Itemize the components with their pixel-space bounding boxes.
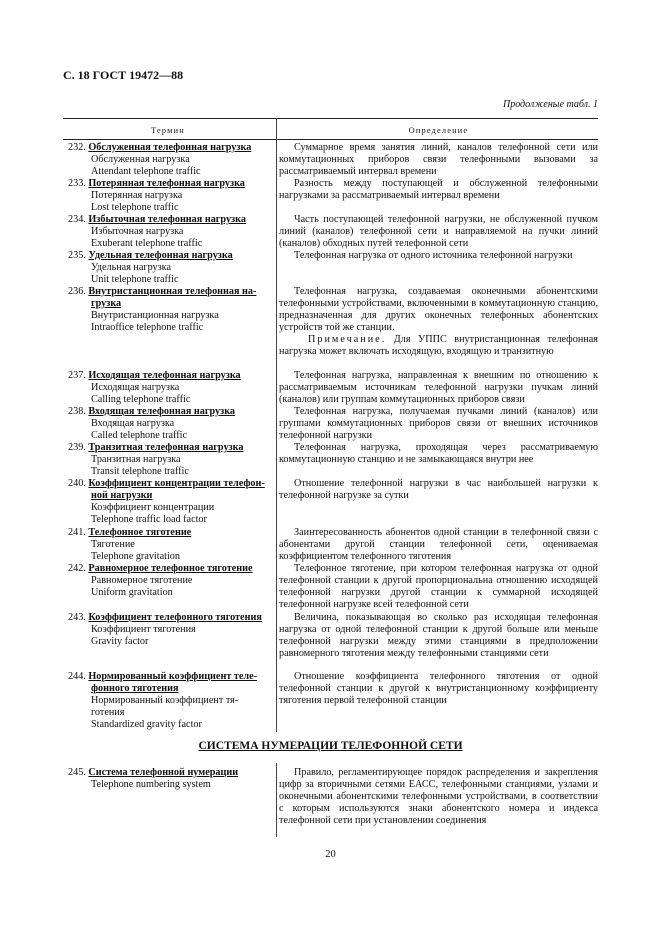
term-entry-235: 235. Удельная телефонная нагрузка Удельная нагрузка Unit telephone traffic	[68, 250, 268, 286]
term-synonym: Нормированный коэффициент тя-	[91, 694, 239, 706]
column-header-definition: Определение	[408, 126, 469, 135]
term-synonym: Входящая нагрузка	[91, 417, 175, 429]
term-name: Транзитная телефонная нагрузка	[88, 442, 244, 453]
term-english: Uniform gravitation	[91, 586, 173, 598]
definition-245: Правило, регламентирующее порядок распределения и закрепления цифр за вторичными сетями ЕАСС, телефонными станциями, узлами и оконечными абонентскими телефонными устройствами, в соответствии с которым используются знаки абонентского номера и индекса телефонной сети при установлении соединения	[279, 767, 598, 826]
term-synonym: Исходящая нагрузка	[91, 381, 180, 393]
term-synonym: Удельная нагрузка	[91, 261, 171, 273]
term-name: Потерянная телефонная нагрузка	[88, 178, 245, 189]
definition-237: Телефонная нагрузка, направленная к внешним по отношению к рассматриваемым источникам телефонной нагрузки пучкам линий (каналов) или группам коммутационных приборов связи	[279, 370, 598, 405]
section-title: СИСТЕМА НУМЕРАЦИИ ТЕЛЕФОННОЙ СЕТИ	[198, 740, 463, 752]
definition-242: Телефонное тяготение, при котором телефонная нагрузка от одной телефонной станции к другой пропорциональна отношению исходящей телефонной нагрузки другой станции к суммарной исходящей телефонной нагрузке всей телефонной сети	[279, 563, 598, 610]
term-entry-236: 236. Внутристанционная телефонная на- грузка Внутристанционная нагрузка Intraoffice telephone traffic	[68, 286, 268, 334]
term-name-cont: фонного тяготения	[91, 682, 179, 694]
term-synonym: Коэффициент концентрации	[91, 501, 215, 513]
term-entry-241: 241. Телефонное тяготение Тяготение Telephone gravitation	[68, 527, 268, 563]
term-entry-240: 240. Коэффициент концентрации телефон- ной нагрузки Коэффициент концентрации Telephone traffic load factor	[68, 478, 268, 526]
term-english: Standardized gravity factor	[91, 718, 202, 730]
term-name: Коэффициент концентрации телефон-	[88, 478, 265, 489]
term-english: Unit telephone traffic	[91, 273, 179, 285]
term-english: Telephone gravitation	[91, 550, 180, 562]
term-entry-245: 245. Система телефонной нумерации Telephone numbering system	[68, 767, 268, 791]
page-header: С. 18 ГОСТ 19472—88	[63, 68, 184, 82]
term-synonym: Потерянная нагрузка	[91, 189, 183, 201]
term-entry-234: 234. Избыточная телефонная нагрузка Избыточная нагрузка Exuberant telephone traffic	[68, 214, 268, 250]
term-english: Intraoffice telephone traffic	[91, 321, 204, 333]
entry-number: 232.	[68, 142, 86, 153]
table-column-divider	[276, 139, 277, 732]
term-entry-232	[68, 142, 268, 178]
term-name: Равномерное телефонное тяготение	[88, 563, 253, 574]
term-entry-239: 239. Транзитная телефонная нагрузка Транзитная нагрузка Transit telephone traffic	[68, 442, 268, 478]
definition-239: Телефонная нагрузка, проходящая через рассматриваемую коммутационную станцию и не замыкающаяся внутри нее	[279, 442, 598, 465]
definition-238: Телефонная нагрузка, получаемая пучками линий (каналов) или группами коммутационных приборов связи от внешних источников телефонной нагрузки	[279, 406, 598, 441]
term-synonym: Равномерное тяготение	[91, 574, 193, 586]
term-name: Исходящая телефонная нагрузка	[88, 370, 241, 381]
term-english: Exuberant telephone traffic	[91, 237, 203, 249]
term-entry-238: 238. Входящая телефонная нагрузка Входящая нагрузка Called telephone traffic	[68, 406, 268, 442]
term-english: Gravity factor	[91, 635, 149, 647]
term-name: Входящая телефонная нагрузка	[88, 406, 235, 417]
term-synonym: Транзитная нагрузка	[91, 453, 181, 465]
term-name: Телефонное тяготение	[88, 527, 192, 538]
term-name: Внутристанционная телефонная на-	[88, 286, 257, 297]
term-synonym: Внутристанционная нагрузка	[91, 309, 219, 321]
term-name: Коэффициент телефонного тяготения	[88, 612, 262, 623]
definition-234: Часть поступающей телефонной нагрузки, не обслуженной пучком линий (каналов) телефонной сети и направляемой на пучки линий (каналов) обходных путей телефонной сети	[279, 214, 598, 249]
term-english: Called telephone traffic	[91, 429, 187, 441]
table-header-rule	[63, 139, 598, 140]
definition-241: Заинтересованность абонентов одной станции в телефонной связи с абонентами другой станции телефонной сети, оцениваемая коэффициентом телефонного тяготения	[279, 527, 598, 562]
term-synonym: Коэффициент тяготения	[91, 623, 196, 635]
term-entry-233: 233. Потерянная телефонная нагрузка Потерянная нагрузка Lost telephone traffic	[68, 178, 268, 214]
term-name: Нормированный коэффициент теле-	[88, 671, 258, 682]
term-english: Transit telephone traffic	[91, 465, 189, 477]
section-column-divider	[276, 763, 277, 837]
term-entry-237: 237. Исходящая телефонная нагрузка Исходящая нагрузка Calling telephone traffic	[68, 370, 268, 406]
term-entry-243: 243. Коэффициент телефонного тяготения Коэффициент тяготения Gravity factor	[68, 612, 268, 648]
term-name-cont: грузка	[91, 297, 122, 309]
term-english: Calling telephone traffic	[91, 393, 191, 405]
table-top-rule	[63, 118, 598, 119]
definition-244: Отношение коэффициента телефонного тяготения от одной телефонной станции к другой к внутристанционному коэффициенту тяготения первой телефонной станции	[279, 671, 598, 706]
table-continuation-label: Продолженые табл. 1	[502, 99, 598, 110]
term-name: Обслуженная телефонная нагрузка	[88, 142, 252, 153]
term-name-cont: ной нагрузки	[91, 489, 153, 501]
term-name: Система телефонной нумерации	[88, 767, 239, 778]
term-name: Избыточная телефонная нагрузка	[88, 214, 246, 225]
term-english: Telephone traffic load factor	[91, 513, 207, 525]
term-english: Attendant telephone traffic	[91, 165, 201, 177]
term-english: Telephone numbering system	[91, 778, 211, 790]
term-english: Lost telephone traffic	[91, 201, 179, 213]
definition-240: Отношение телефонной нагрузки в час наибольшей нагрузки к телефонной нагрузке за сутки	[279, 478, 598, 501]
header-column-divider	[276, 118, 277, 139]
definition-note	[279, 334, 598, 358]
term-name: Удельная телефонная нагрузка	[88, 250, 233, 261]
definition-235: Телефонная нагрузка от одного источника телефонной нагрузки	[294, 250, 573, 261]
term-entry-244: 244. Нормированный коэффициент теле- фонного тяготения Нормированный коэффициент тя- готения Standardized gravity factor	[68, 671, 268, 731]
definition-233: Разность между поступающей и обслуженной телефонными нагрузками за рассматриваемый интервал времени	[279, 178, 598, 201]
term-synonym: Обслуженная нагрузка	[91, 153, 190, 165]
term-synonym-cont: готения	[91, 706, 125, 718]
definition-232: Суммарное время занятия линий, каналов телефонной сети или коммутационных приборов связи телефонными вызовами за рассматриваемый интервал времени	[279, 142, 598, 177]
definition-236: Телефонная нагрузка, создаваемая оконечными абонентскими телефонными устройствами, включенными в коммутационную станцию, предназначенная для других оконечных телефонных абонентских устройств той же станции. Примечание. Для УППС внутристанционная телефонная нагрузка может включать исходящую, входящую и транзитную	[279, 286, 598, 357]
note-text: Для УППС внутристанционная телефонная нагрузка может включать исходящую, входящую и транзитную	[279, 333, 598, 357]
term-synonym: Тяготение	[91, 538, 135, 550]
note-label: Примечание.	[308, 333, 387, 345]
definition-243: Величина, показывающая во сколько раз исходящая телефонная нагрузка от одной телефонной станции к другой больше или меньше телефонной нагрузки между этими станциями в предположении равномерного тяготения между телефонными станциями сети	[279, 612, 598, 659]
term-synonym: Избыточная нагрузка	[91, 225, 184, 237]
page-number: 20	[325, 849, 336, 860]
column-header-term: Термин	[151, 126, 185, 135]
term-entry-242: 242. Равномерное телефонное тяготение Равномерное тяготение Uniform gravitation	[68, 563, 268, 599]
